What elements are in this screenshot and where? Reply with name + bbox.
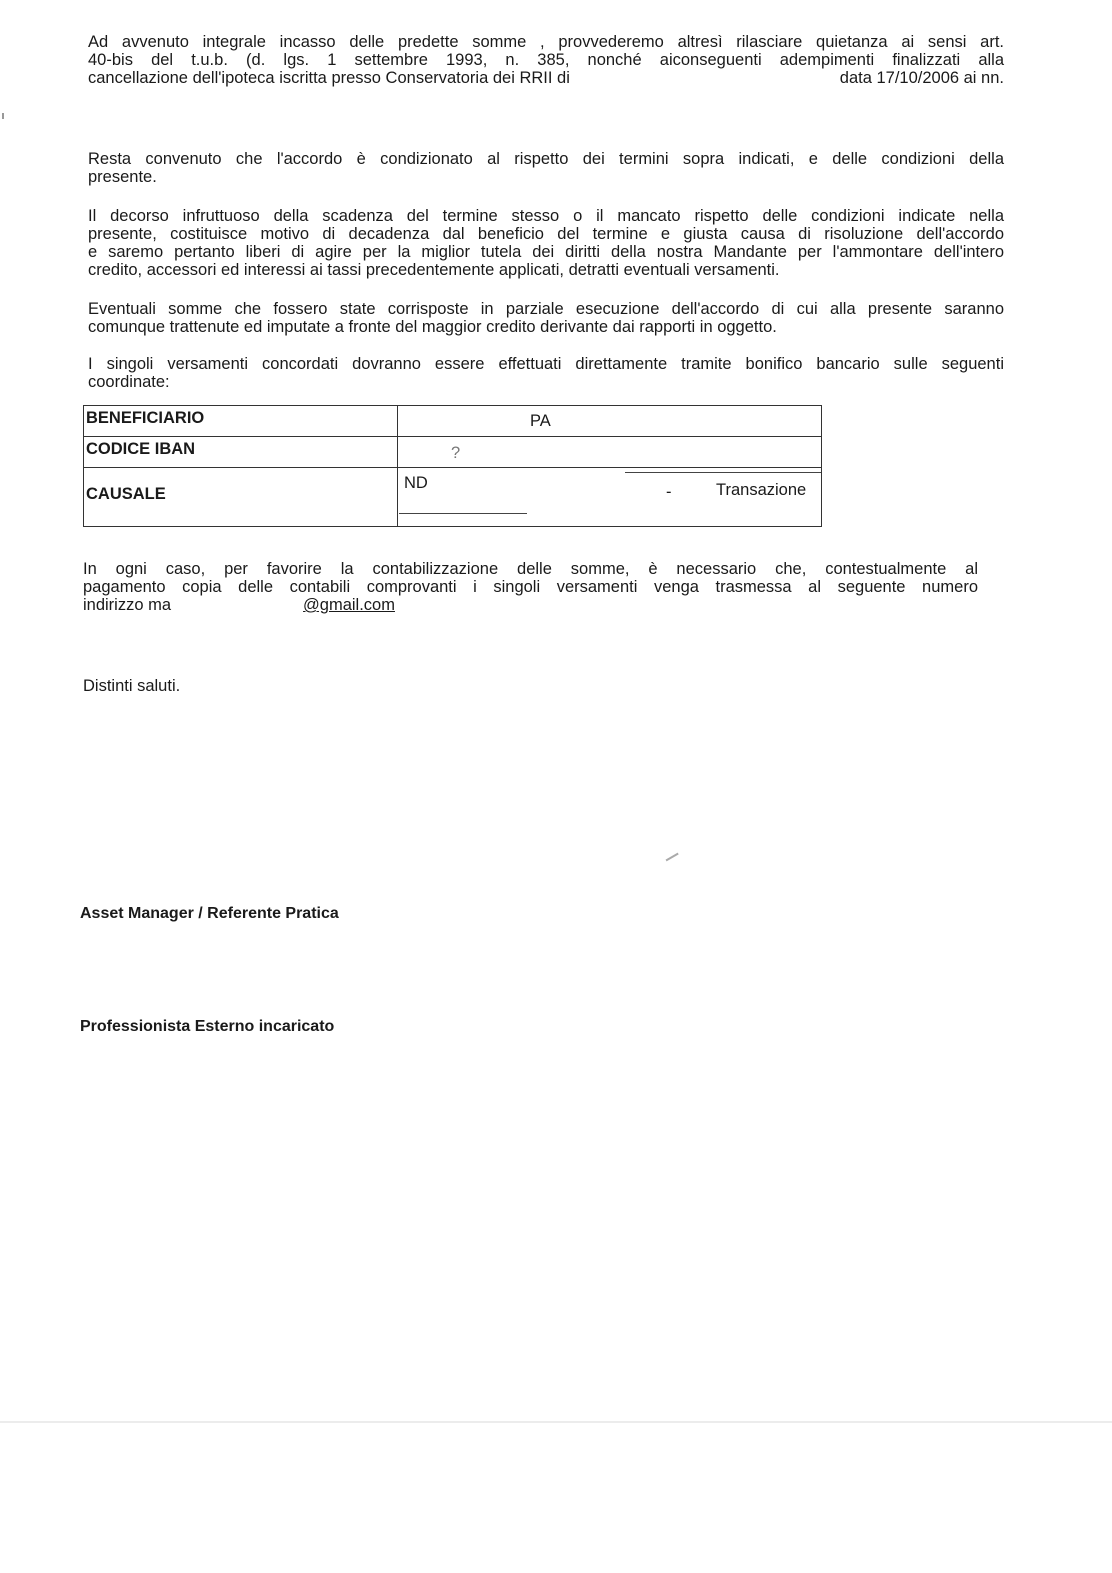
scan-speck	[666, 853, 679, 861]
causale-nd: ND	[404, 474, 428, 492]
text-fragment: data 17/10/2006 ai nn.	[839, 69, 1004, 87]
paragraph-versamenti	[88, 355, 1004, 391]
bank-coordinates-table	[83, 405, 822, 527]
text-fragment: cancellazione dell'ipoteca iscritta presso Conservatoria dei RRII di	[88, 69, 570, 87]
iban-label: CODICE IBAN	[86, 440, 196, 458]
text-line: Eventuali somme che fossero state corrisposte in parziale esecuzione dell'accordo di cui alla presente saranno	[88, 300, 1004, 318]
causale-label: CAUSALE	[86, 485, 166, 503]
table-column-divider	[397, 406, 398, 526]
text-line: Il decorso infruttuoso della scadenza del termine stesso o il mancato rispetto delle condizioni indicate nella	[88, 207, 1004, 225]
redaction-underline	[399, 513, 527, 514]
scan-speck	[2, 113, 4, 119]
text-line: credito, accessori ed interessi ai tassi precedentemente applicati, detratti eventuali versamenti.	[88, 261, 780, 279]
signature-asset-manager: Asset Manager / Referente Pratica	[80, 905, 339, 922]
text-line: presente, costituisce motivo di decadenza dal beneficio del termine e giusta causa di risoluzione dell'accordo	[88, 225, 1004, 243]
paragraph-condizioni	[88, 150, 1004, 186]
beneficiario-label: BENEFICIARIO	[86, 409, 205, 427]
paragraph-contabili	[83, 560, 978, 614]
scan-artifact-line	[0, 1421, 1112, 1423]
redacted-gap	[171, 596, 303, 614]
text-line: coordinate:	[88, 373, 170, 391]
text-fragment: indirizzo ma	[83, 596, 172, 614]
iban-value: ?	[451, 444, 461, 462]
redaction-underline	[625, 472, 821, 473]
table-row-causale	[84, 468, 821, 526]
text-line: I singoli versamenti concordati dovranno essere effettuati direttamente tramite bonifico bancario sulle seguenti	[88, 355, 1004, 373]
text-line: 40-bis del t.u.b. (d. lgs. 1 settembre 1993, n. 385, nonché aiconseguenti adempimenti finalizzati alla	[88, 51, 1004, 69]
table-row-beneficiario	[84, 406, 821, 437]
paragraph-quietanza	[88, 33, 1004, 87]
text-line: presente.	[88, 168, 157, 186]
text-line: e saremo pertanto liberi di agire per la miglior tutela dei diritti della nostra Mandante per l'ammontare dell'intero	[88, 243, 1004, 261]
causale-dash: -	[666, 483, 672, 501]
paragraph-decadenza	[88, 207, 1004, 279]
beneficiario-value: PA	[530, 412, 551, 430]
text-line	[83, 596, 978, 614]
paragraph-somme	[88, 300, 1004, 336]
email-link[interactable]: @gmail.com	[303, 596, 395, 614]
text-line: Ad avvenuto integrale incasso delle predette somme , provvederemo altresì rilasciare quietanza ai sensi art.	[88, 33, 1004, 51]
text-line: In ogni caso, per favorire la contabilizzazione delle somme, è necessario che, contestualmente al	[83, 560, 978, 578]
text-line	[88, 69, 1004, 87]
table-row-iban	[84, 437, 821, 468]
text-line: Resta convenuto che l'accordo è condizionato al rispetto dei termini sopra indicati, e delle condizioni della	[88, 150, 1004, 168]
causale-transazione: Transazione	[716, 481, 807, 499]
text-line: pagamento copia delle contabili comprovanti i singoli versamenti venga trasmessa al seguente numero	[83, 578, 978, 596]
closing-salutation: Distinti saluti.	[83, 677, 181, 695]
text-line: comunque trattenute ed imputate a fronte del maggior credito derivante dai rapporti in oggetto.	[88, 318, 777, 336]
signature-professionista: Professionista Esterno incaricato	[80, 1018, 335, 1035]
